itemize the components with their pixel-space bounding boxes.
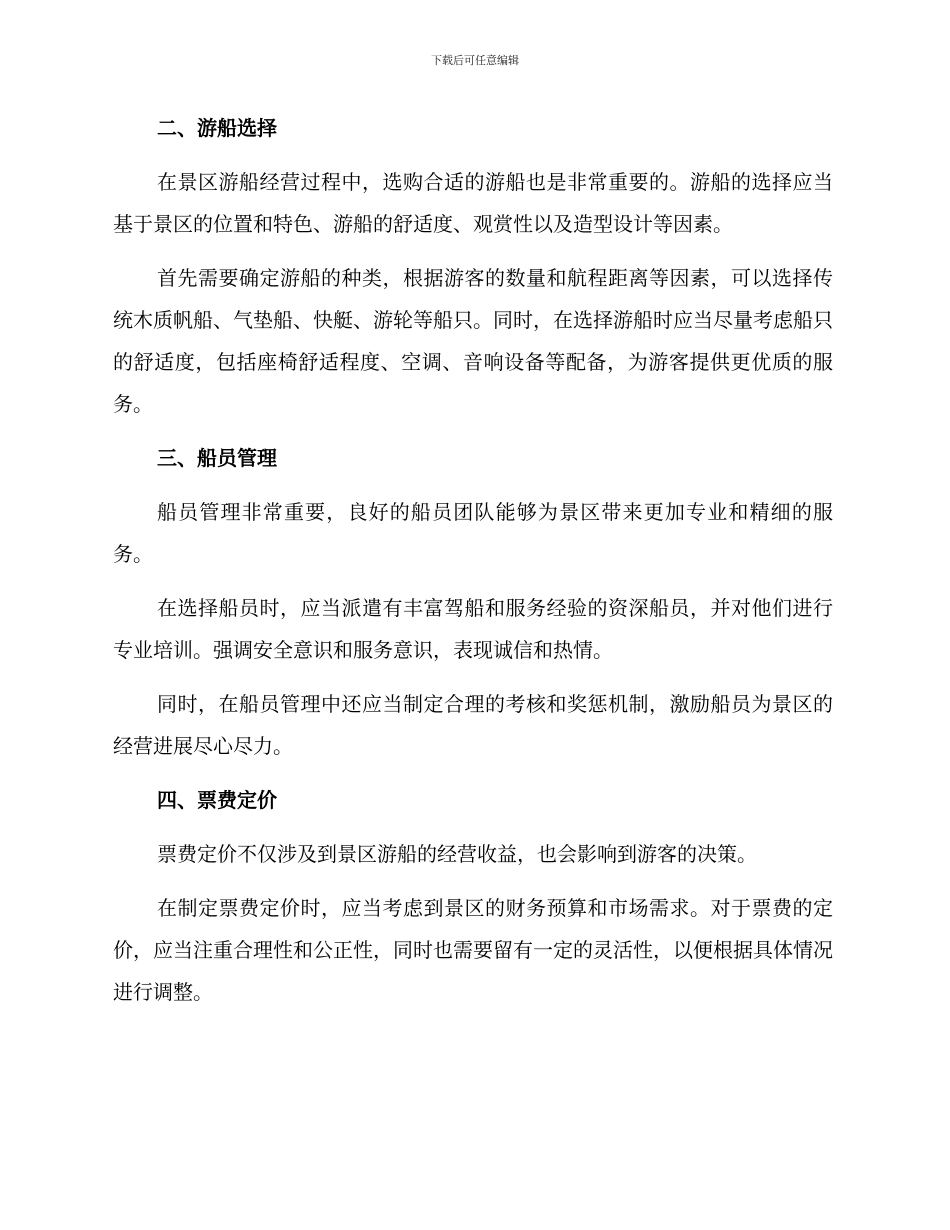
paragraph: 同时，在船员管理中还应当制定合理的考核和奖惩机制，激励船员为景区的经营进展尽心尽力。 xyxy=(113,692,833,758)
section-crew-management xyxy=(113,437,833,767)
paragraph: 在景区游船经营过程中，选购合适的游船也是非常重要的。游船的选择应当基于景区的位置和特色、游船的舒适度、观赏性以及造型设计等因素。 xyxy=(113,170,833,236)
section-ticket-pricing xyxy=(113,779,833,1013)
paragraph: 票费定价不仅涉及到景区游船的经营收益，也会影响到游客的决策。 xyxy=(157,842,757,866)
section-heading: 三、船员管理 xyxy=(157,446,277,470)
section-heading: 四、票费定价 xyxy=(157,788,277,812)
page-header: 下载后可任意编辑 xyxy=(431,54,519,67)
paragraph: 在选择船员时，应当派遣有丰富驾船和服务经验的资深船员，并对他们进行专业培训。强调安全意识和服务意识，表现诚信和热情。 xyxy=(113,596,833,662)
paragraph: 在制定票费定价时，应当考虑到景区的财务预算和市场需求。对于票费的定价，应当注重合理性和公正性，同时也需要留有一定的灵活性，以便根据具体情况进行调整。 xyxy=(113,896,833,1004)
paragraph: 首先需要确定游船的种类，根据游客的数量和航程距离等因素，可以选择传统木质帆船、气垫船、快艇、游轮等船只。同时，在选择游船时应当尽量考虑船只的舒适度，包括座椅舒适程度、空调、音响设备等配备，为游客提供更优质的服务。 xyxy=(113,266,833,416)
section-boat-selection xyxy=(113,107,833,425)
document-body xyxy=(113,107,833,1025)
section-heading: 二、游船选择 xyxy=(157,116,277,140)
paragraph: 船员管理非常重要，良好的船员团队能够为景区带来更加专业和精细的服务。 xyxy=(113,500,833,566)
